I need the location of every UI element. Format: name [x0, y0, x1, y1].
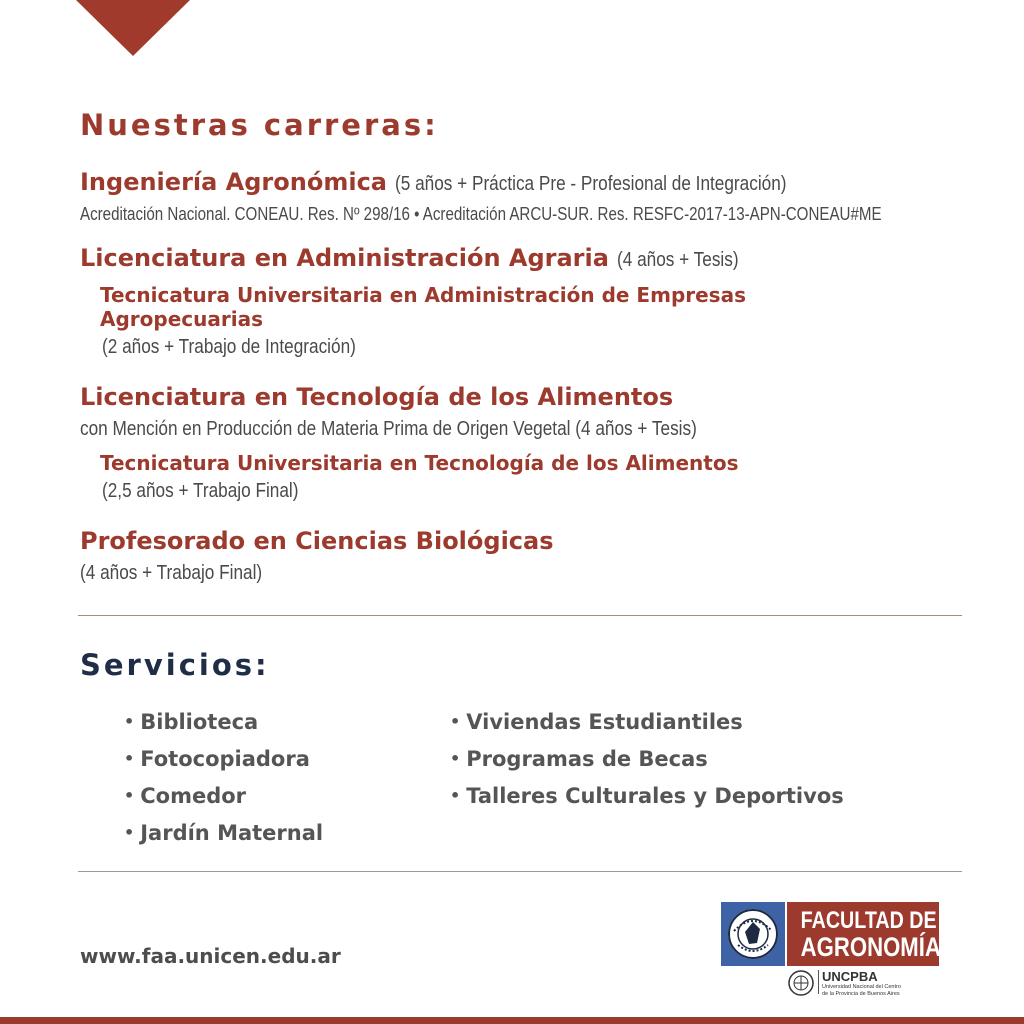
career-duration-note: (5 años + Práctica Pre - Profesional de Integración): [395, 173, 787, 195]
career-subtitle: con Mención en Producción de Materia Prima de Origen Vegetal (4 años + Tesis): [80, 418, 697, 440]
bottom-accent-bar: [0, 1017, 1024, 1024]
university-name: UNCPBA: [822, 969, 878, 984]
website-link[interactable]: www.faa.unicen.edu.ar: [80, 944, 341, 968]
bullet-icon: •: [450, 712, 461, 731]
career-duration-note: (4 años + Trabajo Final): [80, 562, 263, 584]
uncpba-emblem-icon: [788, 970, 814, 996]
service-item: • Programas de Becas: [450, 747, 708, 771]
bullet-icon: •: [124, 786, 135, 805]
service-item: • Fotocopiadora: [124, 747, 310, 771]
career-duration-note: (4 años + Tesis): [617, 249, 739, 271]
career-administracion-agraria: [80, 244, 759, 272]
tecnicatura-administracion-title: Tecnicatura Universitaria en Administración de Empresas Agropecuarias: [100, 283, 746, 331]
bullet-icon: •: [124, 749, 135, 768]
service-item: • Comedor: [124, 784, 247, 808]
services-list-right: [450, 703, 844, 814]
bullet-icon: •: [124, 823, 135, 842]
service-item: • Biblioteca: [124, 710, 259, 734]
service-item: • Viviendas Estudiantiles: [450, 710, 743, 734]
services-heading: Servicios:: [80, 648, 270, 682]
career-title: Licenciatura en Administración Agraria: [80, 244, 609, 272]
career-tecnologia-alimentos: [80, 383, 673, 411]
faculty-logo-line1: FACULTAD DE: [800, 907, 937, 934]
bullet-icon: •: [450, 749, 461, 768]
faculty-logo-line2: AGRONOMÍA: [800, 932, 941, 962]
service-item: • Talleres Culturales y Deportivos: [450, 784, 844, 808]
faculty-seal-icon: [721, 902, 785, 966]
university-subtitle: Universidad Nacional del Centro de la Provincia de Buenos Aires: [822, 984, 901, 997]
faculty-logo: [787, 902, 939, 966]
career-ingenieria-agronomica: [80, 168, 851, 196]
career-profesorado-biologicas: [80, 527, 554, 555]
career-title: Licenciatura en Tecnología de los Alimentos: [80, 383, 674, 411]
section-divider: [78, 871, 962, 872]
tecnicatura-alimentos-note: (2,5 años + Trabajo Final): [102, 480, 299, 502]
career-title: Profesorado en Ciencias Biológicas: [80, 527, 554, 555]
service-item: • Jardín Maternal: [124, 821, 324, 845]
careers-heading: Nuestras carreras:: [80, 108, 439, 142]
bullet-icon: •: [124, 712, 135, 731]
tecnicatura-alimentos-title: Tecnicatura Universitaria en Tecnología de los Alimentos: [100, 451, 739, 475]
bullet-icon: •: [450, 786, 461, 805]
section-divider: [78, 615, 962, 616]
logo-separator: [818, 970, 819, 994]
top-triangle-decoration: [76, 0, 190, 56]
services-list-left: [124, 703, 323, 851]
tecnicatura-administracion-note: (2 años + Trabajo de Integración): [102, 336, 356, 358]
career-title: Ingeniería Agronómica: [80, 168, 387, 196]
accreditation-text: Acreditación Nacional. CONEAU. Res. Nº 298/16 • Acreditación ARCU-SUR. Res. RESFC-2017-13-APN-CONEAU#ME: [80, 204, 882, 224]
